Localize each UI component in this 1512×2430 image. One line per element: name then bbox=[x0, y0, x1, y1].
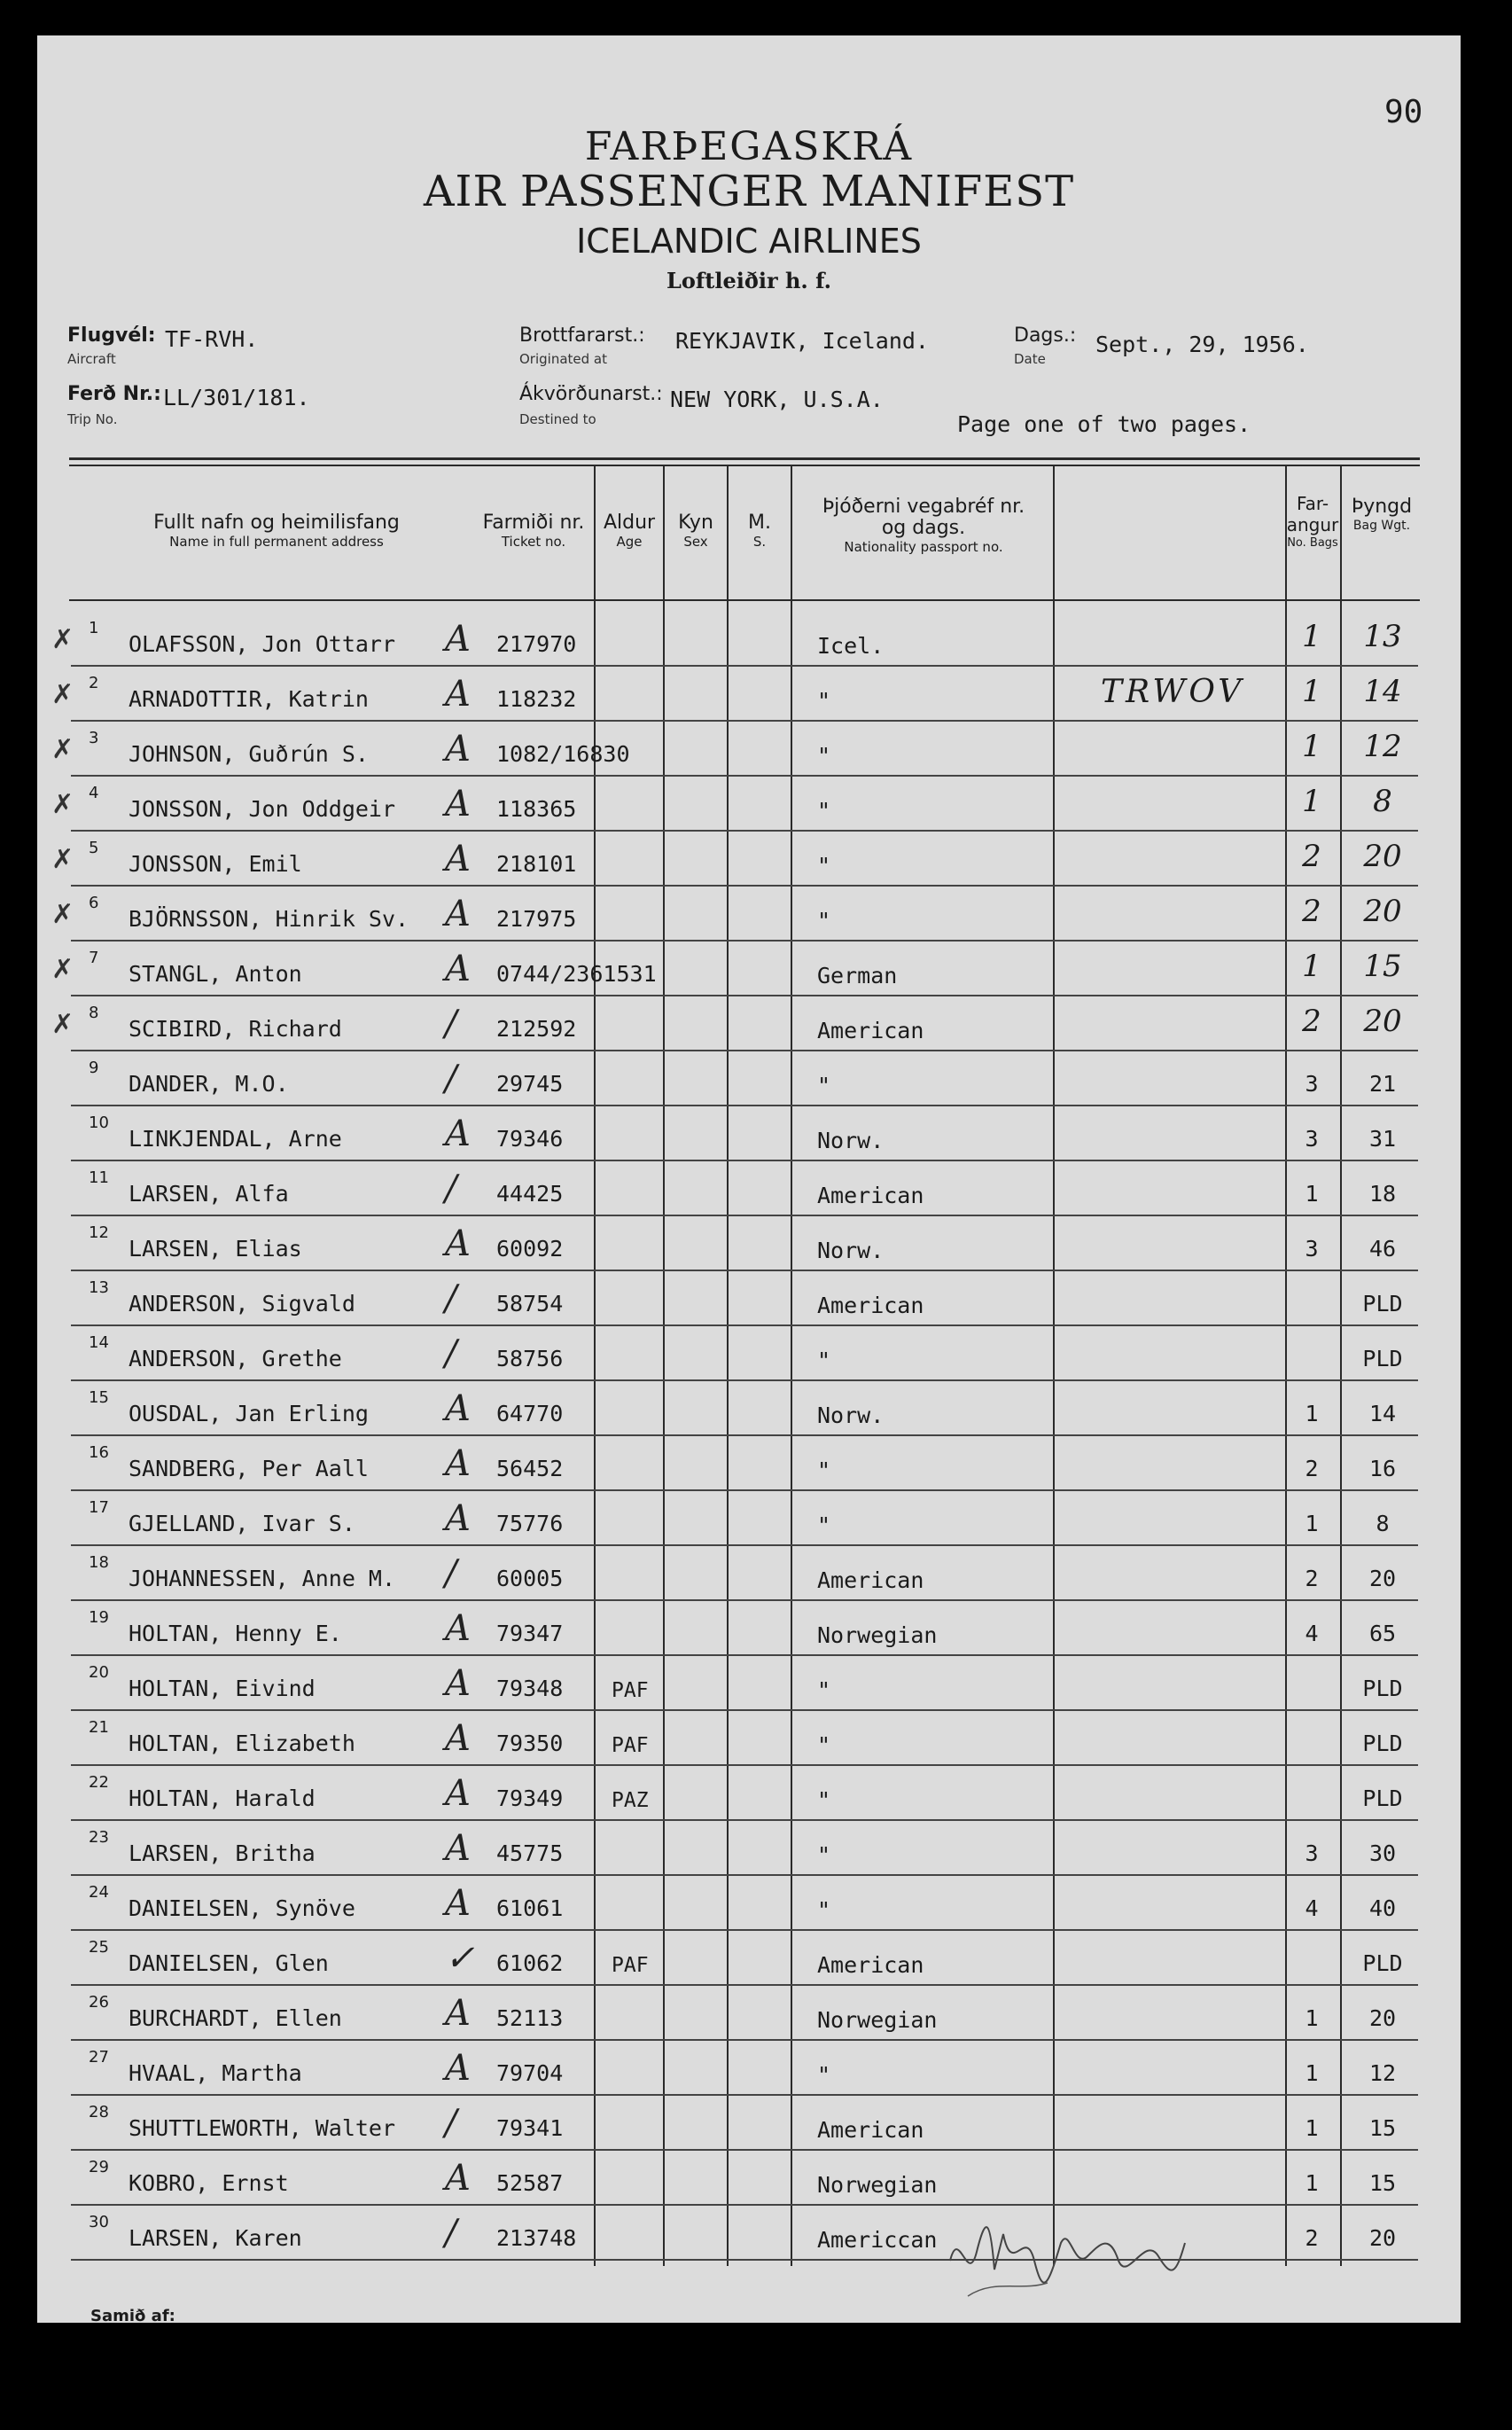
ticket-number: 118232 bbox=[496, 686, 577, 712]
row-number: 21 bbox=[89, 1718, 109, 1737]
col-header-ticket-is: Farmiði nr. bbox=[482, 512, 585, 534]
ticket-number: 118365 bbox=[496, 796, 577, 822]
ticket-number: 79341 bbox=[496, 2115, 564, 2141]
bag-count: 3 bbox=[1305, 1840, 1319, 1866]
table-row bbox=[37, 2096, 1461, 2151]
row-number: 30 bbox=[89, 2213, 109, 2231]
row-number: 24 bbox=[89, 1883, 109, 1902]
checkmark-icon: ✗ bbox=[51, 624, 74, 655]
handwritten-mark: / bbox=[445, 1553, 457, 1594]
row-number: 17 bbox=[89, 1498, 109, 1517]
bag-weight: 20 bbox=[1368, 1566, 1397, 1591]
nationality: " bbox=[817, 1842, 831, 1868]
passenger-name: HVAAL, Martha bbox=[129, 2060, 302, 2086]
bag-count: 1 bbox=[1302, 729, 1321, 764]
ticket-number: 0744/2361531 bbox=[496, 961, 657, 987]
bag-count: 1 bbox=[1305, 1181, 1319, 1207]
bag-count: 2 bbox=[1305, 1566, 1319, 1591]
handwritten-mark: / bbox=[445, 2213, 457, 2254]
bag-count: 2 bbox=[1302, 1004, 1321, 1039]
title-english: AIR PASSENGER MANIFEST bbox=[423, 167, 1075, 216]
bag-weight: 14 bbox=[1363, 674, 1402, 709]
row-number: 28 bbox=[89, 2103, 109, 2121]
col-header-age-is: Aldur bbox=[603, 512, 656, 534]
col-header-sex-en: Sex bbox=[683, 534, 708, 550]
nationality: American bbox=[817, 1952, 924, 1978]
handwritten-mark: A bbox=[445, 784, 471, 824]
bag-weight: PLD bbox=[1362, 1731, 1403, 1756]
airline-name: ICELANDIC AIRLINES bbox=[576, 222, 922, 261]
nationality: " bbox=[817, 798, 831, 824]
destination-value: NEW YORK, U.S.A. bbox=[670, 387, 884, 412]
table-row bbox=[37, 1216, 1461, 1271]
row-number: 19 bbox=[89, 1608, 109, 1627]
bag-weight: 65 bbox=[1368, 1621, 1397, 1646]
nationality: " bbox=[817, 1512, 831, 1538]
row-number: 18 bbox=[89, 1553, 109, 1572]
bag-weight: PLD bbox=[1362, 1346, 1403, 1371]
checkmark-icon: ✗ bbox=[51, 789, 74, 820]
ticket-number: 60092 bbox=[496, 1236, 564, 1262]
row-number: 29 bbox=[89, 2158, 109, 2176]
row-number: 8 bbox=[89, 1004, 99, 1022]
col-header-name-en: Name in full permanent address bbox=[169, 534, 384, 550]
nationality: Americcan bbox=[817, 2227, 938, 2253]
row-number: 2 bbox=[89, 674, 99, 692]
table-row bbox=[37, 612, 1461, 667]
nationality: " bbox=[817, 1732, 831, 1758]
bag-count: 1 bbox=[1305, 2005, 1319, 2031]
bag-weight: 31 bbox=[1368, 1126, 1397, 1152]
bag-weight: 13 bbox=[1363, 619, 1402, 654]
aircraft-sub-label: Aircraft bbox=[67, 351, 116, 367]
table-row bbox=[37, 1876, 1461, 1931]
bag-weight: 16 bbox=[1368, 1456, 1397, 1481]
handwritten-mark: A bbox=[445, 1773, 471, 1814]
passenger-name: LARSEN, Alfa bbox=[129, 1181, 289, 1207]
table-row bbox=[37, 1491, 1461, 1546]
handwritten-mark: A bbox=[445, 894, 471, 934]
handwritten-mark: / bbox=[445, 1168, 457, 1209]
checkmark-icon: ✗ bbox=[51, 734, 74, 765]
passenger-name: JOHANNESSEN, Anne M. bbox=[129, 1566, 396, 1591]
passenger-name: JONSSON, Emil bbox=[129, 851, 302, 877]
title-icelandic: FARÞEGASKRÁ bbox=[584, 124, 914, 169]
nationality: " bbox=[817, 1348, 831, 1373]
row-number: 12 bbox=[89, 1223, 109, 1242]
nationality: " bbox=[817, 908, 831, 934]
passenger-name: ANDERSON, Grethe bbox=[129, 1346, 342, 1371]
bag-count: 1 bbox=[1302, 784, 1321, 819]
handwritten-mark: ✓ bbox=[445, 1938, 475, 1979]
bag-weight: 30 bbox=[1368, 1840, 1397, 1866]
col-header-age bbox=[596, 512, 663, 550]
ticket-number: 212592 bbox=[496, 1016, 577, 1042]
col-header-bags-is: Far-angur bbox=[1286, 493, 1339, 535]
passenger-name: LINKJENDAL, Arne bbox=[129, 1126, 342, 1152]
row-number: 23 bbox=[89, 1828, 109, 1847]
bag-weight: 18 bbox=[1368, 1181, 1397, 1207]
age-code: PAZ bbox=[612, 1789, 649, 1812]
ticket-number: 52587 bbox=[496, 2170, 564, 2196]
handwritten-mark: / bbox=[445, 1004, 457, 1044]
destination-sub-label: Destined to bbox=[519, 411, 596, 427]
bag-weight: 46 bbox=[1368, 1236, 1397, 1262]
table-row bbox=[37, 777, 1461, 832]
pages-note: Page one of two pages. bbox=[957, 411, 1251, 437]
ticket-number: 1082/16830 bbox=[496, 741, 630, 767]
nationality: Norwegian bbox=[817, 2007, 938, 2033]
passenger-name: SCIBIRD, Richard bbox=[129, 1016, 342, 1042]
row-number: 9 bbox=[89, 1059, 99, 1077]
passenger-name: JOHNSON, Guðrún S. bbox=[129, 741, 369, 767]
handwritten-mark: A bbox=[445, 1993, 471, 2034]
handwritten-mark: A bbox=[445, 839, 471, 879]
table-row bbox=[37, 1051, 1461, 1106]
col-header-ticket-en: Ticket no. bbox=[501, 534, 566, 550]
nationality: " bbox=[817, 853, 831, 879]
passenger-name: SHUTTLEWORTH, Walter bbox=[129, 2115, 396, 2141]
trip-value: LL/301/181. bbox=[163, 385, 310, 410]
handwritten-mark: A bbox=[445, 1223, 471, 1264]
col-header-nationality bbox=[817, 496, 1030, 555]
passenger-name: OUSDAL, Jan Erling bbox=[129, 1401, 369, 1426]
nationality: American bbox=[817, 2117, 924, 2143]
bag-count: 1 bbox=[1302, 619, 1321, 654]
bag-count: 1 bbox=[1305, 2060, 1319, 2086]
handwritten-mark: A bbox=[445, 1883, 471, 1924]
nationality: " bbox=[817, 2062, 831, 2088]
col-header-name-is: Fullt nafn og heimilisfang bbox=[153, 512, 400, 534]
handwritten-mark: A bbox=[445, 2158, 471, 2199]
nationality: " bbox=[817, 1677, 831, 1703]
handwritten-mark: A bbox=[445, 1113, 471, 1154]
handwritten-mark: A bbox=[445, 1498, 471, 1539]
passenger-name: HOLTAN, Elizabeth bbox=[129, 1731, 355, 1756]
ticket-number: 75776 bbox=[496, 1511, 564, 1536]
col-header-ms-is: M. bbox=[748, 512, 771, 534]
bag-weight: 20 bbox=[1368, 2225, 1397, 2251]
origin-label: Brottfararst.: bbox=[519, 324, 645, 347]
passenger-name: DANDER, M.O. bbox=[129, 1071, 289, 1097]
table-row bbox=[37, 1436, 1461, 1491]
age-code: PAF bbox=[612, 1679, 649, 1702]
table-row bbox=[37, 942, 1461, 996]
bag-count: 1 bbox=[1305, 2115, 1319, 2141]
row-number: 7 bbox=[89, 949, 99, 967]
ticket-number: 60005 bbox=[496, 1566, 564, 1591]
table-row bbox=[37, 1161, 1461, 1216]
checkmark-icon: ✗ bbox=[51, 844, 74, 875]
nationality: German bbox=[817, 963, 898, 988]
ticket-number: 213748 bbox=[496, 2225, 577, 2251]
table-row bbox=[37, 1766, 1461, 1821]
bag-weight: 8 bbox=[1373, 784, 1392, 819]
nationality: Norw. bbox=[817, 1238, 885, 1263]
ticket-number: 217970 bbox=[496, 631, 577, 657]
bag-weight: 14 bbox=[1368, 1401, 1397, 1426]
table-row bbox=[37, 1381, 1461, 1436]
nationality: " bbox=[817, 743, 831, 769]
table-row bbox=[37, 1601, 1461, 1656]
row-number: 6 bbox=[89, 894, 99, 912]
bag-count: 1 bbox=[1302, 674, 1321, 709]
handwritten-mark: A bbox=[445, 1828, 471, 1869]
passenger-name: DANIELSEN, Glen bbox=[129, 1950, 329, 1976]
row-number: 11 bbox=[89, 1168, 109, 1187]
col-header-weight-en: Bag Wgt. bbox=[1352, 519, 1411, 533]
row-number: 20 bbox=[89, 1663, 109, 1682]
bag-count: 3 bbox=[1305, 1126, 1319, 1152]
ticket-number: 58754 bbox=[496, 1291, 564, 1317]
bag-weight: 21 bbox=[1368, 1071, 1397, 1097]
checkmark-icon: ✗ bbox=[51, 679, 74, 710]
checkmark-icon: ✗ bbox=[51, 954, 74, 985]
bag-weight: PLD bbox=[1362, 1291, 1403, 1317]
bag-weight: 20 bbox=[1363, 839, 1402, 874]
bag-count: 2 bbox=[1305, 2225, 1319, 2251]
table-row bbox=[37, 1326, 1461, 1381]
handwritten-mark: A bbox=[445, 729, 471, 770]
bag-weight: 20 bbox=[1363, 1004, 1402, 1039]
bag-count: 4 bbox=[1305, 1895, 1319, 1921]
date-label: Dags.: bbox=[1014, 324, 1077, 347]
ticket-number: 218101 bbox=[496, 851, 577, 877]
col-header-age-en: Age bbox=[616, 534, 643, 550]
checkmark-icon: ✗ bbox=[51, 1009, 74, 1040]
passenger-name: ANDERSON, Sigvald bbox=[129, 1291, 355, 1317]
ticket-number: 61062 bbox=[496, 1950, 564, 1976]
row-number: 5 bbox=[89, 839, 99, 857]
bag-count: 4 bbox=[1305, 1621, 1319, 1646]
nationality: American bbox=[817, 1293, 924, 1318]
table-row bbox=[37, 1986, 1461, 2041]
handwritten-mark: A bbox=[445, 1608, 471, 1649]
bag-weight: PLD bbox=[1362, 1785, 1403, 1811]
table-row bbox=[37, 2151, 1461, 2206]
row-number: 1 bbox=[89, 619, 99, 637]
col-header-bags bbox=[1285, 493, 1340, 551]
bag-weight: PLD bbox=[1362, 1950, 1403, 1976]
bag-weight: 40 bbox=[1368, 1895, 1397, 1921]
passenger-name: SANDBERG, Per Aall bbox=[129, 1456, 369, 1481]
passport-note: TRWOV bbox=[1101, 674, 1245, 710]
passenger-name: LARSEN, Elias bbox=[129, 1236, 302, 1262]
nationality: " bbox=[817, 1787, 831, 1813]
passenger-name: LARSEN, Karen bbox=[129, 2225, 302, 2251]
table-row bbox=[37, 667, 1461, 722]
ticket-number: 56452 bbox=[496, 1456, 564, 1481]
manifest-sheet bbox=[37, 35, 1461, 2323]
signature-icon bbox=[941, 2207, 1189, 2305]
col-header-nationality-en: Nationality passport no. bbox=[844, 539, 1003, 555]
col-header-ms-en: S. bbox=[752, 534, 767, 550]
bag-count: 2 bbox=[1302, 839, 1321, 874]
passenger-name: STANGL, Anton bbox=[129, 961, 302, 987]
bag-count: 2 bbox=[1302, 894, 1321, 929]
handwritten-mark: A bbox=[445, 1663, 471, 1704]
passenger-name: HOLTAN, Eivind bbox=[129, 1676, 316, 1701]
nationality: American bbox=[817, 1018, 924, 1043]
ticket-number: 44425 bbox=[496, 1181, 564, 1207]
table-row bbox=[37, 722, 1461, 777]
passenger-name: HOLTAN, Henny E. bbox=[129, 1621, 342, 1646]
aircraft-label: Flugvél: bbox=[67, 324, 156, 347]
ticket-number: 45775 bbox=[496, 1840, 564, 1866]
handwritten-mark: A bbox=[445, 619, 471, 660]
passenger-name: BURCHARDT, Ellen bbox=[129, 2005, 342, 2031]
page-number: 90 bbox=[1384, 94, 1423, 130]
nationality: " bbox=[817, 1457, 831, 1483]
passenger-name: GJELLAND, Ivar S. bbox=[129, 1511, 355, 1536]
col-header-nationality-is: Þjóðerni vegabréf nr. og dags. bbox=[822, 496, 1025, 539]
ticket-number: 79704 bbox=[496, 2060, 564, 2086]
col-header-bags-en: No. Bags bbox=[1287, 536, 1338, 550]
table-row bbox=[37, 2206, 1461, 2261]
nationality: Norwegian bbox=[817, 1622, 938, 1648]
bag-count: 1 bbox=[1305, 2170, 1319, 2196]
passenger-name: OLAFSSON, Jon Ottarr bbox=[129, 631, 396, 657]
nationality: " bbox=[817, 688, 831, 714]
ticket-number: 79346 bbox=[496, 1126, 564, 1152]
passenger-name: KOBRO, Ernst bbox=[129, 2170, 289, 2196]
bag-weight: 15 bbox=[1363, 949, 1402, 984]
prepared-by-label: Samið af: bbox=[90, 2307, 175, 2323]
header-rule-top bbox=[69, 457, 1420, 460]
ticket-number: 29745 bbox=[496, 1071, 564, 1097]
bag-weight: 20 bbox=[1368, 2005, 1397, 2031]
ticket-number: 79349 bbox=[496, 1785, 564, 1811]
bag-count: 1 bbox=[1305, 1511, 1319, 1536]
table-row bbox=[37, 1931, 1461, 1986]
bag-count: 1 bbox=[1305, 1401, 1319, 1426]
age-code: PAF bbox=[612, 1734, 649, 1757]
passenger-name: HOLTAN, Harald bbox=[129, 1785, 316, 1811]
origin-value: REYKJAVIK, Iceland. bbox=[675, 328, 929, 354]
row-number: 10 bbox=[89, 1113, 109, 1132]
col-header-marital-status bbox=[729, 512, 791, 550]
table-row bbox=[37, 996, 1461, 1051]
nationality: Icel. bbox=[817, 633, 885, 659]
passenger-name: DANIELSEN, Synöve bbox=[129, 1895, 355, 1921]
handwritten-mark: A bbox=[445, 1388, 471, 1429]
date-sub-label: Date bbox=[1014, 351, 1046, 367]
table-row bbox=[37, 1271, 1461, 1326]
table-row bbox=[37, 2041, 1461, 2096]
col-header-ticket bbox=[472, 512, 596, 550]
nationality: Norw. bbox=[817, 1403, 885, 1428]
row-number: 25 bbox=[89, 1938, 109, 1957]
row-number: 3 bbox=[89, 729, 99, 747]
bag-weight: 15 bbox=[1368, 2115, 1397, 2141]
trip-label: Ferð Nr.: bbox=[67, 383, 161, 405]
date-value: Sept., 29, 1956. bbox=[1095, 332, 1309, 357]
nationality: " bbox=[817, 1897, 831, 1923]
nationality: Norw. bbox=[817, 1128, 885, 1153]
airline-icelandic-name: Loftleiðir h. f. bbox=[666, 268, 831, 293]
col-header-weight bbox=[1342, 496, 1422, 534]
handwritten-mark: / bbox=[445, 1059, 457, 1099]
bag-weight: 12 bbox=[1363, 729, 1402, 764]
bag-count: 2 bbox=[1305, 1456, 1319, 1481]
row-number: 22 bbox=[89, 1773, 109, 1792]
table-row bbox=[37, 1546, 1461, 1601]
table-row bbox=[37, 1711, 1461, 1766]
ticket-number: 79350 bbox=[496, 1731, 564, 1756]
handwritten-mark: / bbox=[445, 1278, 457, 1319]
ticket-number: 58756 bbox=[496, 1346, 564, 1371]
col-header-name bbox=[90, 512, 463, 550]
table-row bbox=[37, 1821, 1461, 1876]
bag-weight: 20 bbox=[1363, 894, 1402, 929]
handwritten-mark: A bbox=[445, 1443, 471, 1484]
ticket-number: 79348 bbox=[496, 1676, 564, 1701]
table-row bbox=[37, 1106, 1461, 1161]
col-header-sex bbox=[665, 512, 727, 550]
table-row bbox=[37, 1656, 1461, 1711]
bag-weight: 12 bbox=[1368, 2060, 1397, 2086]
row-number: 13 bbox=[89, 1278, 109, 1297]
handwritten-mark: A bbox=[445, 2048, 471, 2089]
table-row bbox=[37, 832, 1461, 887]
row-number: 26 bbox=[89, 1993, 109, 2012]
handwritten-mark: / bbox=[445, 2103, 457, 2144]
nationality: American bbox=[817, 1567, 924, 1593]
row-rule bbox=[71, 2259, 1418, 2261]
passenger-name: JONSSON, Jon Oddgeir bbox=[129, 796, 396, 822]
nationality: " bbox=[817, 1073, 831, 1098]
bag-weight: 8 bbox=[1376, 1511, 1390, 1536]
origin-sub-label: Originated at bbox=[519, 351, 608, 367]
nationality: American bbox=[817, 1183, 924, 1208]
ticket-number: 61061 bbox=[496, 1895, 564, 1921]
handwritten-mark: A bbox=[445, 949, 471, 989]
trip-sub-label: Trip No. bbox=[67, 411, 118, 427]
row-number: 16 bbox=[89, 1443, 109, 1462]
age-code: PAF bbox=[612, 1954, 649, 1977]
bag-weight: 15 bbox=[1368, 2170, 1397, 2196]
handwritten-mark: / bbox=[445, 1333, 457, 1374]
passenger-name: LARSEN, Britha bbox=[129, 1840, 316, 1866]
bag-count: 1 bbox=[1302, 949, 1321, 984]
row-number: 27 bbox=[89, 2048, 109, 2067]
column-header-rule bbox=[69, 599, 1420, 601]
row-number: 15 bbox=[89, 1388, 109, 1407]
nationality: Norwegian bbox=[817, 2172, 938, 2198]
destination-label: Ákvörðunarst.: bbox=[519, 383, 663, 405]
row-number: 14 bbox=[89, 1333, 109, 1352]
ticket-number: 64770 bbox=[496, 1401, 564, 1426]
ticket-number: 79347 bbox=[496, 1621, 564, 1646]
ticket-number: 217975 bbox=[496, 906, 577, 932]
bag-weight: PLD bbox=[1362, 1676, 1403, 1701]
table-row bbox=[37, 887, 1461, 942]
col-header-sex-is: Kyn bbox=[678, 512, 713, 534]
passenger-name: BJÖRNSSON, Hinrik Sv. bbox=[129, 906, 409, 932]
header-rule-bottom bbox=[69, 465, 1420, 466]
bag-count: 3 bbox=[1305, 1071, 1319, 1097]
checkmark-icon: ✗ bbox=[51, 899, 74, 930]
col-header-weight-is: Þyngd bbox=[1351, 496, 1413, 518]
aircraft-value: TF-RVH. bbox=[165, 326, 259, 352]
passenger-name: ARNADOTTIR, Katrin bbox=[129, 686, 369, 712]
handwritten-mark: A bbox=[445, 674, 471, 715]
handwritten-mark: A bbox=[445, 1718, 471, 1759]
bag-count: 3 bbox=[1305, 1236, 1319, 1262]
row-number: 4 bbox=[89, 784, 99, 802]
ticket-number: 52113 bbox=[496, 2005, 564, 2031]
